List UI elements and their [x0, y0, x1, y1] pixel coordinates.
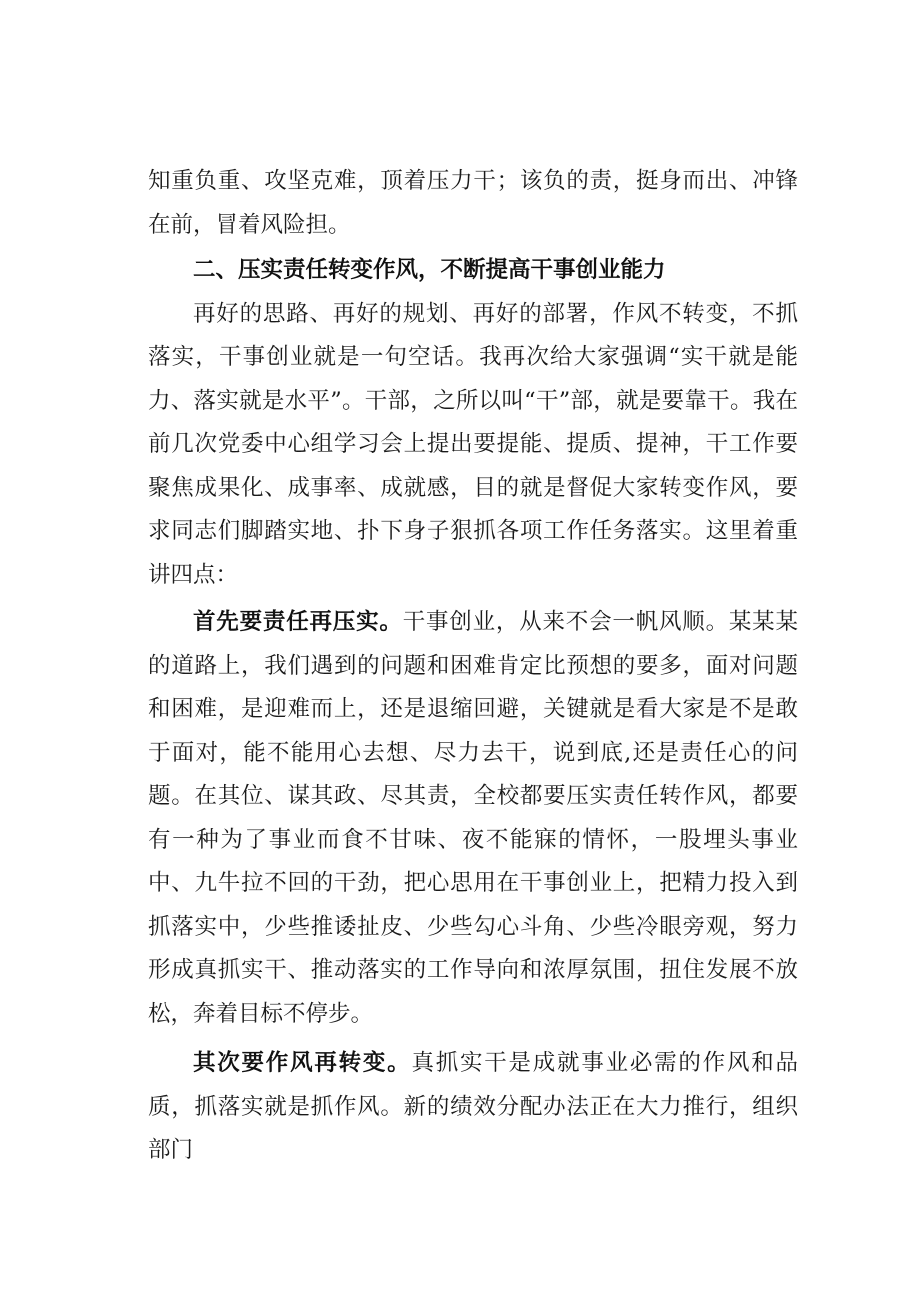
- point-2-lead: 其次要作风再转变。: [193, 1050, 412, 1076]
- paragraph-continuation: [148, 160, 798, 247]
- point-2-body: 真抓实干是成就事业必需的作风和品质，抓落实就是抓作风。新的绩效分配办法正在大力推行，组织部门: [148, 1050, 798, 1163]
- point-1-lead: 首先要责任再压实。: [193, 609, 403, 635]
- document-body: [148, 160, 798, 1173]
- point-1-body: 干事创业，从来不会一帆风顺。某某某的道路上，我们遇到的问题和困难肯定比预想的要多，面对问题和困难，是迎难而上，还是退缩回避，关键就是看大家是不是敢于面对，能不能用心去想、尽力去干，说到底,还是责任心的问题。在其位、谋其政、尽其责，全校都要压实责任转作风，都要有一种为了事业而食不甘味、夜不能寐的情怀，一股埋头事业中、九牛拉不回的干劲，把心思用在干事创业上，把精力投入到抓落实中，少些推诿扯皮、少些勾心斗角、少些冷眼旁观，努力形成真抓实干、推动落实的工作导向和浓厚氛围，扭住发展不放松，奔着目标不停步。: [148, 609, 798, 1027]
- paragraph-intro: [148, 293, 798, 598]
- paragraph-2-text: 再好的思路、再好的规划、再好的部署，作风不转变，不抓落实，干事创业就是一句空话。我再次给大家强调“实干就是能力、落实就是水平”。干部，之所以叫“干”部，就是要靠干。我在前几次党委中心组学习会上提出要提能、提质、提神，干工作要聚焦成果化、成事率、成就感，目的就是督促大家转变作风，要求同志们脚踏实地、扑下身子狠抓各项工作任务落实。这里着重讲四点：: [148, 300, 798, 588]
- paragraph-1-text: 知重负重、攻坚克难，顶着压力干；该负的责，挺身而出、冲锋在前，冒着风险担。: [148, 168, 798, 238]
- paragraph-point-1: [148, 601, 798, 1036]
- paragraph-point-2: [148, 1042, 798, 1173]
- section-heading: 二、压实责任转变作风，不断提高干事创业能力: [193, 257, 666, 283]
